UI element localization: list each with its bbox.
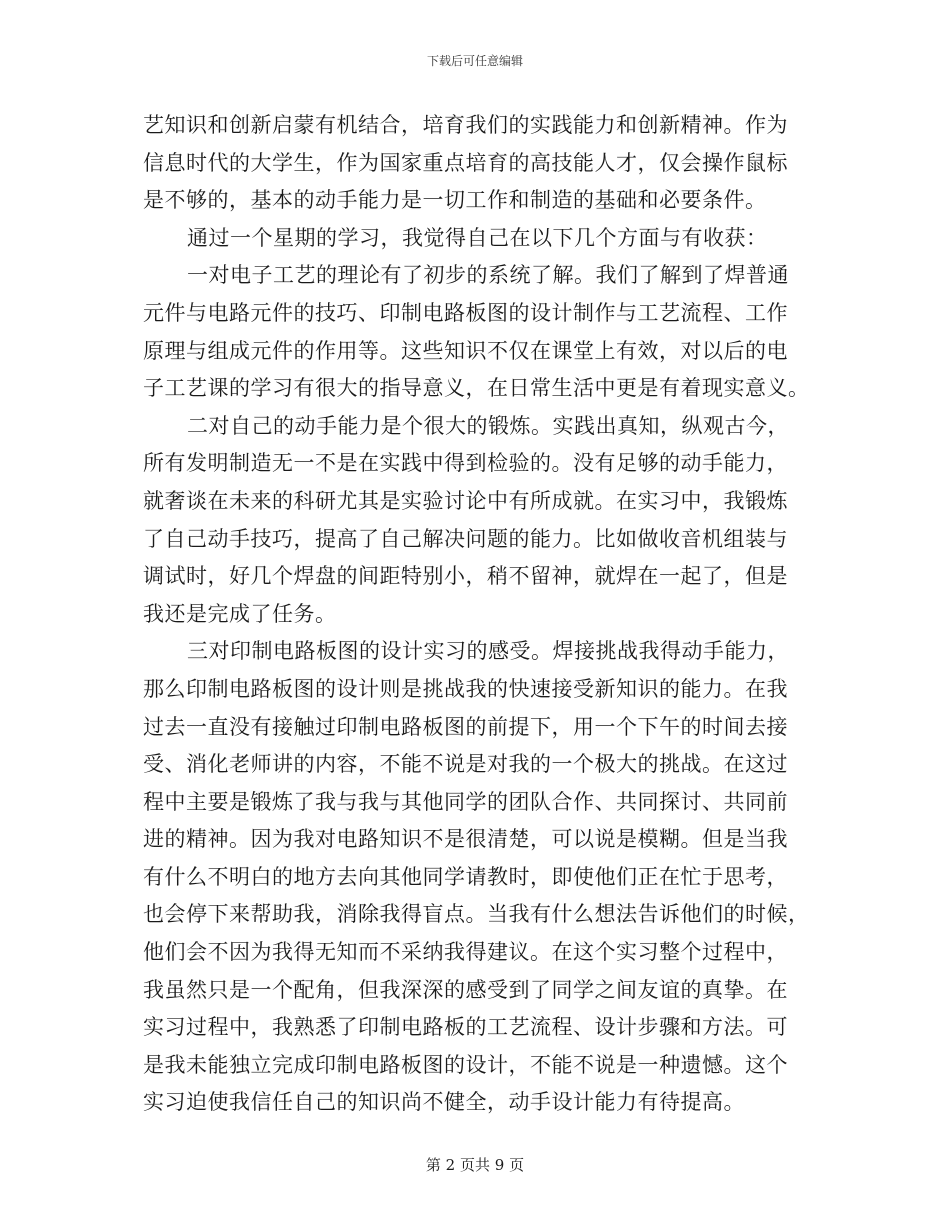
text-line: 有什么不明白的地方去向其他同学请教时，即使他们正在忙于思考， — [143, 864, 788, 889]
text-line: 调试时，好几个焊盘的间距特别小，稍不留神，就焊在一起了，但是 — [143, 564, 788, 589]
text-line: 信息时代的大学生，作为国家重点培育的高技能人才，仅会操作鼠标 — [143, 150, 788, 175]
text-line: 是我未能独立完成印制电路板图的设计，不能不说是一种遗憾。这个 — [143, 1052, 788, 1077]
text-line: 实习迫使我信任自己的知识尚不健全，动手设计能力有待提高。 — [143, 1090, 745, 1115]
text-line: 元件与电路元件的技巧、印制电路板图的设计制作与工艺流程、工作 — [143, 300, 788, 325]
text-line: 所有发明制造无一不是在实践中得到检验的。没有足够的动手能力， — [143, 451, 788, 476]
text-line: 我虽然只是一个配角，但我深深的感受到了同学之间友谊的真挚。在 — [143, 977, 788, 1002]
text-line: 我还是完成了任务。 — [143, 601, 337, 626]
text-line: 原理与组成元件的作用等。这些知识不仅在课堂上有效，对以后的电 — [143, 338, 788, 363]
document-body — [143, 107, 815, 1122]
text-line: 过去一直没有接触过印制电路板图的前提下，用一个下午的时间去接 — [143, 714, 788, 739]
text-line: 就奢谈在未来的科研尤其是实验讨论中有所成就。在实习中，我锻炼 — [143, 488, 788, 513]
text-line: 一对电子工艺的理论有了初步的系统了解。我们了解到了焊普通 — [187, 263, 789, 288]
page-header-note: 下载后可任意编辑 — [426, 54, 523, 68]
text-line: 是不够的，基本的动手能力是一切工作和制造的基础和必要条件。 — [143, 188, 767, 213]
text-line: 子工艺课的学习有很大的指导意义，在日常生活中更是有着现实意义。 — [143, 376, 810, 401]
text-line: 通过一个星期的学习，我觉得自己在以下几个方面与有收获： — [187, 225, 768, 250]
text-line: 艺知识和创新启蒙有机结合，培育我们的实践能力和创新精神。作为 — [143, 113, 788, 137]
text-line: 三对印制电路板图的设计实习的感受。焊接挑战我得动手能力， — [187, 639, 789, 664]
text-line: 了自己动手技巧，提高了自己解决问题的能力。比如做收音机组装与 — [143, 526, 788, 551]
text-line: 他们会不因为我得无知而不采纳我得建议。在这个实习整个过程中， — [143, 940, 788, 965]
text-line: 程中主要是锻炼了我与我与其他同学的团队合作、共同探讨、共同前 — [143, 789, 788, 814]
text-line: 进的精神。因为我对电路知识不是很清楚，可以说是模糊。但是当我 — [143, 827, 788, 852]
text-line: 受、消化老师讲的内容，不能不说是对我的一个极大的挑战。在这过 — [143, 752, 788, 777]
text-line: 实习过程中，我熟悉了印制电路板的工艺流程、设计步骤和方法。可 — [143, 1015, 788, 1040]
text-line: 也会停下来帮助我，消除我得盲点。当我有什么想法告诉他们的时候， — [143, 902, 810, 927]
text-line: 那么印制电路板图的设计则是挑战我的快速接受新知识的能力。在我 — [143, 676, 788, 701]
text-line: 二对自己的动手能力是个很大的锻炼。实践出真知，纵观古今， — [187, 413, 789, 438]
page-number: 第 2 页共 9 页 — [425, 1156, 525, 1174]
